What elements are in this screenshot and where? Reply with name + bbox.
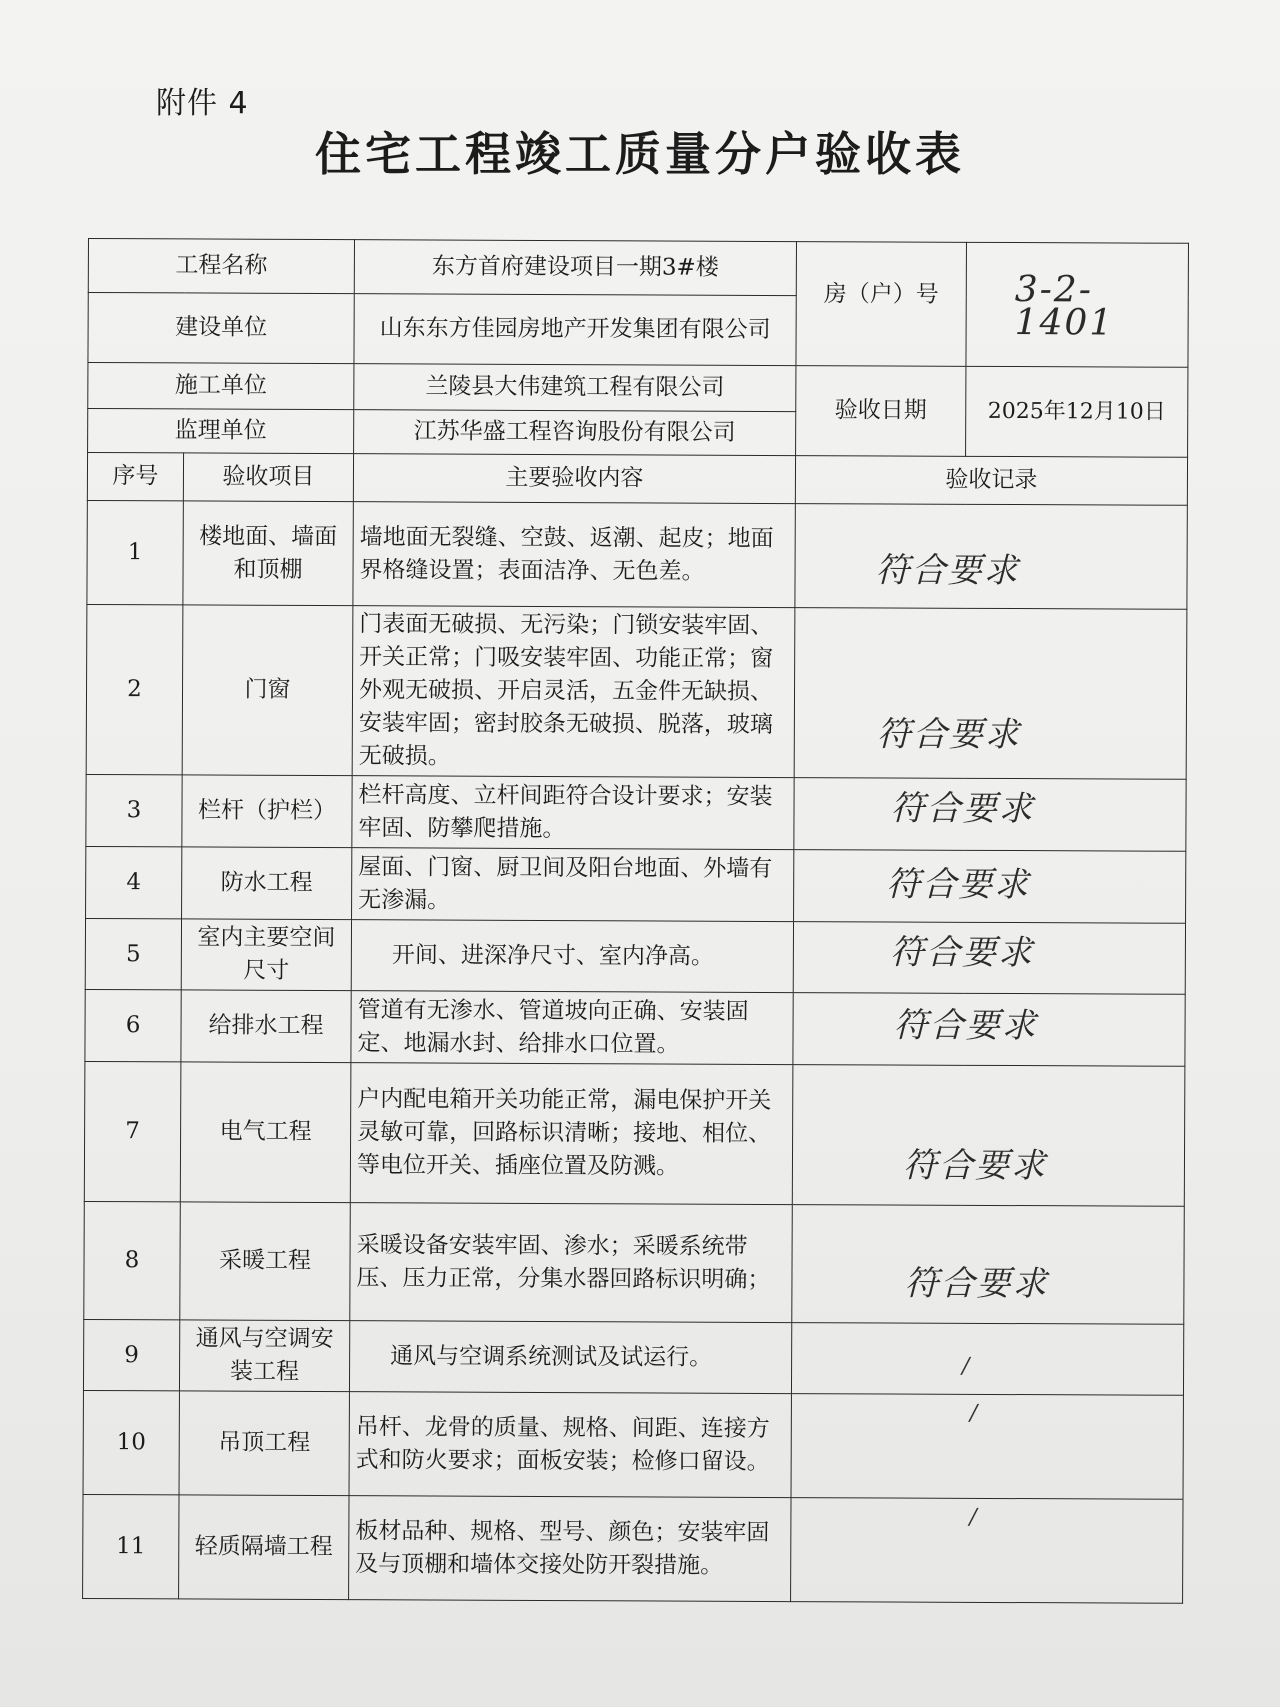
acceptance-table	[82, 238, 1189, 1604]
row-content: 采暖设备安装牢固、渗水；采暖系统带压、压力正常，分集水器回路标识明确；	[350, 1203, 793, 1323]
row-item: 电气工程	[180, 1062, 351, 1203]
row-record-cell	[792, 1205, 1185, 1325]
row-item: 门窗	[182, 605, 353, 776]
builder-label: 建设单位	[88, 293, 354, 364]
row-record: 符合要求	[893, 1005, 1038, 1047]
table-row	[84, 1201, 1185, 1324]
table-row	[86, 846, 1186, 923]
row-content: 户内配电箱开关功能正常，漏电保护开关灵敏可靠，回路标识清晰；接地、相位、等电位开关、插座位置及防溅。	[350, 1063, 793, 1205]
row-item: 采暖工程	[180, 1202, 351, 1321]
table-row	[85, 918, 1185, 994]
row-content: 吊杆、龙骨的质量、规格、间距、连接方式和防火要求；面板安装；检修口留设。	[349, 1392, 791, 1498]
supervisor-label: 监理单位	[88, 409, 354, 454]
table-row	[85, 989, 1185, 1066]
row-content: 墙地面无裂缝、空鼓、返潮、起皮；地面界格缝设置；表面洁净、无色差。	[353, 502, 795, 608]
row-record: 符合要求	[876, 714, 1021, 756]
table-row	[83, 1494, 1183, 1603]
row-content: 门表面无破损、无污染；门锁安装牢固、开关正常；门吸安装牢固、功能正常；窗外观无破损、开启灵活，五金件无缺损、 安装牢固；密封胶条无破损、脱落，玻璃无破损。	[352, 606, 795, 778]
col-header-record: 验收记录	[795, 456, 1187, 506]
row-item: 给排水工程	[181, 990, 351, 1063]
row-record: 符合要求	[889, 932, 1034, 974]
row-no: 6	[85, 989, 181, 1061]
col-header-item: 验收项目	[183, 453, 353, 502]
row-record: /	[962, 1353, 970, 1379]
table-row	[87, 500, 1187, 609]
row-no: 9	[83, 1319, 179, 1390]
row-record-cell	[793, 922, 1185, 995]
row-record: 符合要求	[886, 864, 1031, 906]
row-item: 室内主要空间尺寸	[181, 919, 351, 991]
row-no: 7	[84, 1061, 181, 1201]
col-header-content: 主要验收内容	[353, 454, 795, 504]
row-record-cell	[794, 850, 1186, 924]
row-item: 吊顶工程	[179, 1391, 349, 1496]
builder-value: 山东东方佳园房地产开发集团有限公司	[354, 294, 796, 366]
table-row	[83, 1319, 1183, 1395]
date-label: 验收日期	[796, 366, 966, 457]
row-content: 屋面、门窗、厨卫间及阳台地面、外墙有无渗漏。	[352, 848, 794, 922]
row-item: 楼地面、墙面和顶棚	[183, 501, 353, 606]
unit-value: 3-2-1401	[1014, 269, 1115, 344]
unit-value-cell	[966, 242, 1189, 367]
col-header-no: 序号	[87, 453, 183, 501]
date-value: 2025年12月10日	[966, 366, 1188, 457]
row-record-cell	[795, 504, 1187, 610]
row-content: 栏杆高度、立杆间距符合设计要求；安装牢固、防攀爬措施。	[352, 776, 794, 850]
row-record-cell	[794, 608, 1187, 780]
row-item: 栏杆（护栏）	[182, 775, 352, 848]
contractor-label: 施工单位	[88, 363, 354, 410]
row-no: 8	[84, 1201, 181, 1319]
row-no: 4	[86, 846, 182, 918]
row-content: 板材品种、规格、型号、颜色；安装牢固及与顶棚和墙体交接处防开裂措施。	[349, 1496, 791, 1602]
row-no: 3	[86, 774, 182, 846]
project-name-label: 工程名称	[88, 239, 354, 294]
row-record-cell	[791, 1323, 1183, 1396]
row-no: 11	[83, 1494, 179, 1598]
row-content: 管道有无渗水、管道坡向正确、安装固定、地漏水封、给排水口位置。	[351, 991, 793, 1065]
contractor-value: 兰陵县大伟建筑工程有限公司	[354, 364, 796, 412]
project-name-value: 东方首府建设项目一期3#楼	[354, 240, 796, 296]
row-content: 通风与空调系统测试及试运行。	[349, 1321, 791, 1394]
attachment-label: 附件 4	[156, 86, 249, 121]
table-row	[86, 604, 1187, 779]
row-item: 通风与空调安装工程	[179, 1320, 349, 1392]
row-item: 防水工程	[182, 847, 352, 920]
row-record: 符合要求	[890, 788, 1035, 830]
row-record-cell	[791, 1394, 1183, 1500]
table-row	[86, 774, 1186, 851]
row-record: /	[969, 1400, 978, 1426]
row-item: 轻质隔墙工程	[179, 1495, 349, 1600]
row-record-cell	[791, 1498, 1183, 1604]
row-no: 10	[83, 1390, 179, 1494]
row-no: 5	[85, 918, 181, 989]
document-title: 住宅工程竣工质量分户验收表	[315, 127, 965, 181]
row-record: 符合要求	[904, 1263, 1049, 1305]
row-content: 开间、进深净尺寸、室内净高。	[351, 920, 793, 993]
table-row	[84, 1061, 1185, 1206]
unit-label: 房（户）号	[796, 242, 967, 367]
table-row	[83, 1390, 1183, 1499]
supervisor-value: 江苏华盛工程咨询股份有限公司	[354, 410, 796, 456]
row-record-cell	[792, 1065, 1185, 1207]
row-record-cell	[793, 993, 1185, 1067]
row-record: /	[969, 1504, 977, 1530]
row-record: 符合要求	[875, 550, 1020, 592]
row-no: 2	[86, 604, 183, 774]
row-no: 1	[87, 500, 183, 604]
row-record: 符合要求	[902, 1145, 1048, 1187]
row-record-cell	[794, 778, 1186, 852]
